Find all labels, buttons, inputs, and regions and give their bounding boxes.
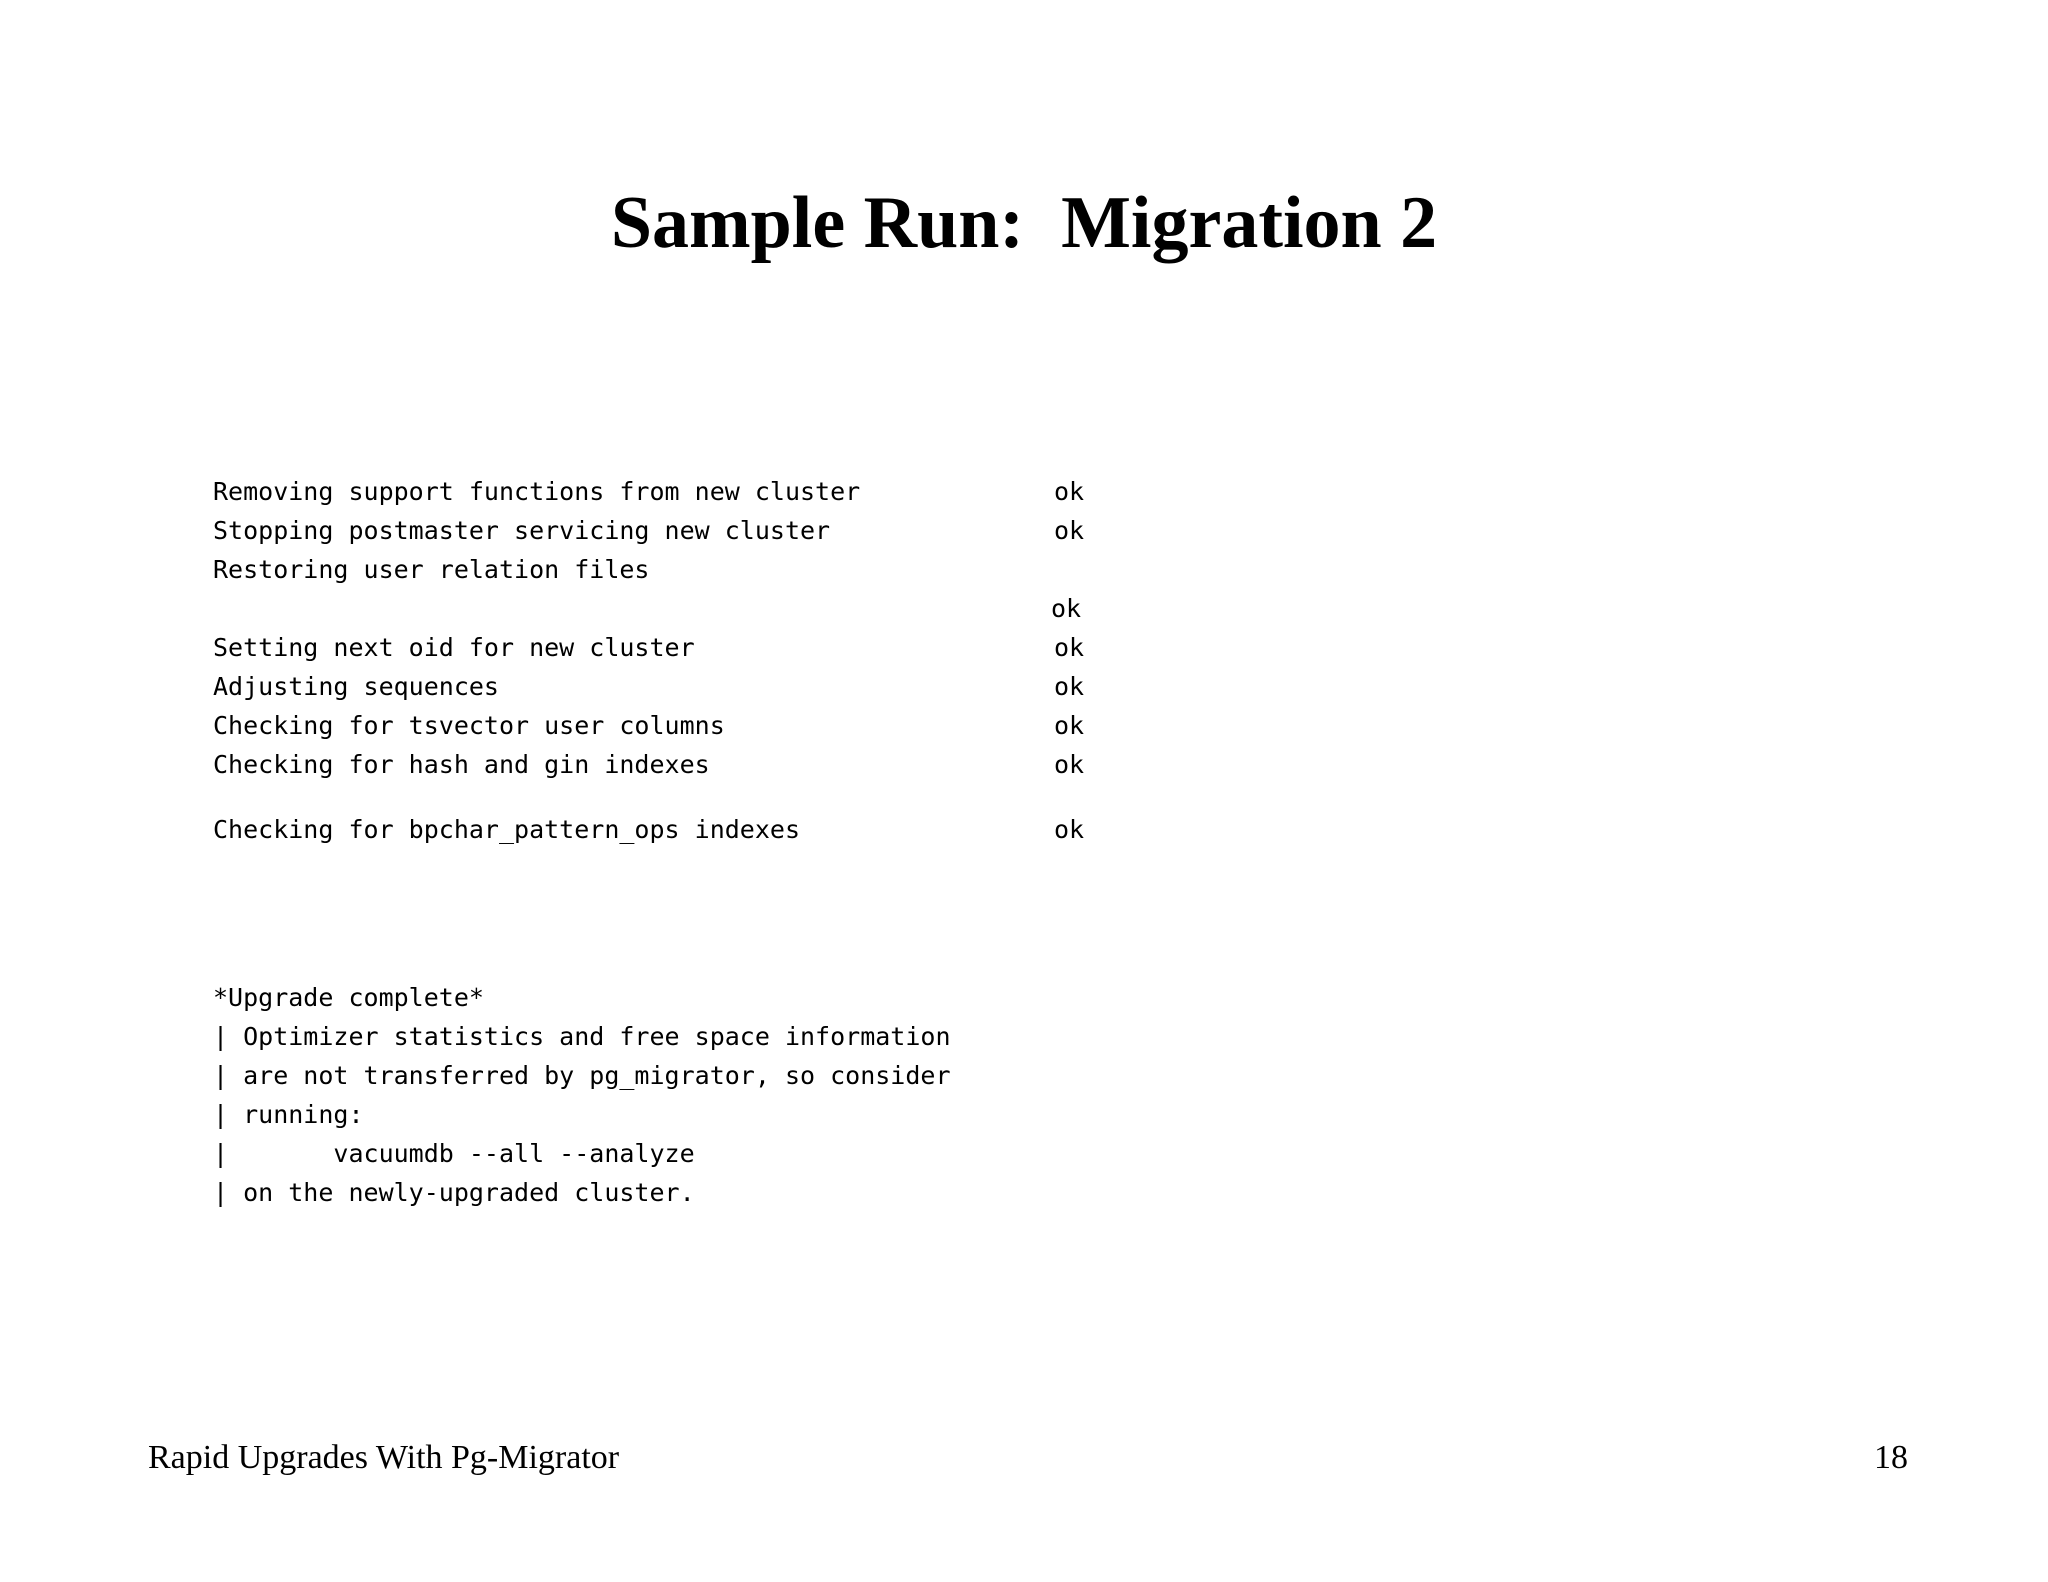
log-step-label: Restoring user relation files bbox=[213, 555, 650, 584]
log-step-status: ok bbox=[1054, 672, 1085, 701]
log-step-label: Adjusting sequences bbox=[213, 672, 499, 701]
summary-line: | running: bbox=[213, 1100, 364, 1129]
log-step-status: ok bbox=[1054, 711, 1085, 740]
summary-line: | are not transferred by pg_migrator, so consider bbox=[213, 1061, 951, 1090]
log-step-label: Setting next oid for new cluster bbox=[213, 633, 695, 662]
summary-line: | Optimizer statistics and free space information bbox=[213, 1022, 951, 1051]
summary-line: | on the newly-upgraded cluster. bbox=[213, 1178, 695, 1207]
page-number: 18 bbox=[1874, 1439, 1908, 1476]
log-step-status: ok bbox=[1051, 594, 1082, 623]
log-step-status: ok bbox=[1054, 750, 1085, 779]
log-step-label: Removing support functions from new cluster bbox=[213, 477, 861, 506]
log-step-label: Checking for hash and gin indexes bbox=[213, 750, 710, 779]
log-step-label: Checking for bpchar_pattern_ops indexes bbox=[213, 815, 800, 844]
log-step-status: ok bbox=[1054, 815, 1085, 844]
log-step-label: Checking for tsvector user columns bbox=[213, 711, 725, 740]
summary-line: | vacuumdb --all --analyze bbox=[213, 1139, 695, 1168]
footer-title: Rapid Upgrades With Pg-Migrator bbox=[148, 1439, 620, 1476]
slide-title: Sample Run: Migration 2 bbox=[610, 182, 1438, 264]
log-step-status: ok bbox=[1054, 477, 1085, 506]
log-step-status: ok bbox=[1054, 516, 1085, 545]
log-step-label: Stopping postmaster servicing new cluster bbox=[213, 516, 831, 545]
summary-line: *Upgrade complete* bbox=[213, 983, 484, 1012]
log-step-status: ok bbox=[1054, 633, 1085, 662]
